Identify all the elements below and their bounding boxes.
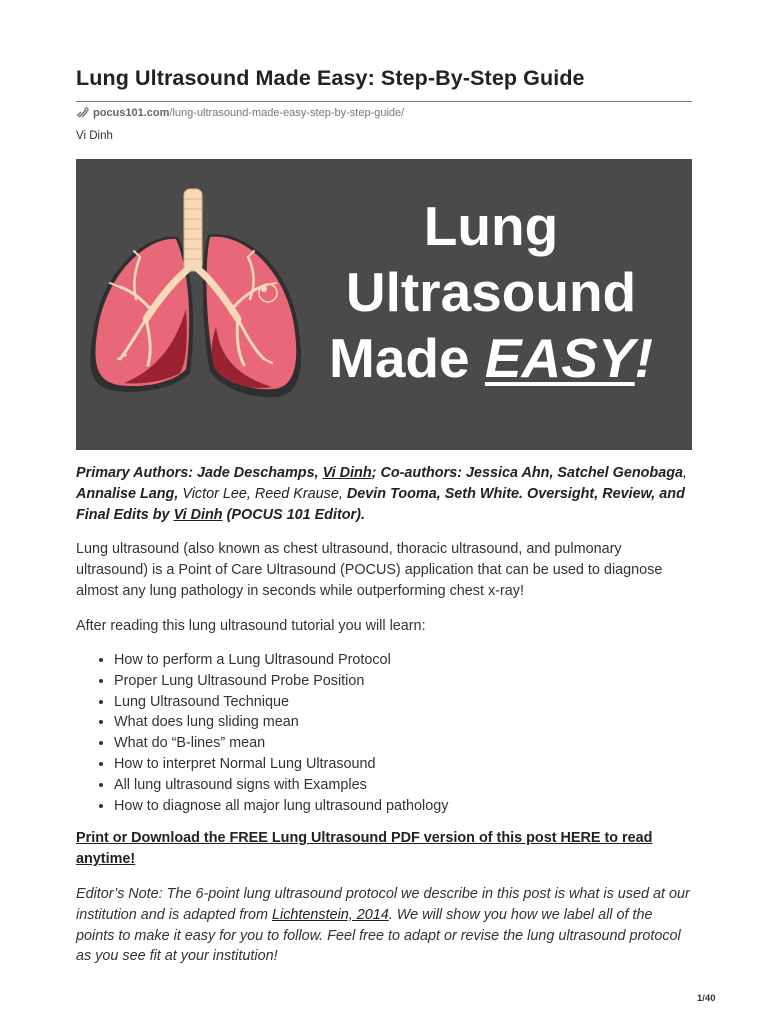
list-item: • What do “B-lines” mean [114,733,692,754]
editor-note-after: . We will show you how we label all of the points to make it easy for you to follow. Feel free to adapt or revise the lung ultrasound protocol as you see fit at your institution! [76,906,681,965]
hero-banner [76,159,692,450]
source-url[interactable] [76,107,404,119]
author-link-vi-dinh[interactable]: Vi Dinh [322,465,372,481]
list-item: • How to perform a Lung Ultrasound Protocol [114,650,692,671]
credits-coauthors-light: Victor Lee, Reed Krause [182,485,339,502]
hero-made: Made [329,327,470,389]
hero-bang: ! [634,327,653,389]
hero-title [308,193,674,391]
list-item: • How to diagnose all major lung ultrasound pathology [114,796,692,817]
lichtenstein-link[interactable]: Lichtenstein, 2014 [272,906,389,923]
learn-heading: After reading this lung ultrasound tutorial you will learn: [76,618,426,634]
credits-editor-suffix: (POCUS 101 Editor). [222,506,365,523]
intro-paragraph: Lung ultrasound (also known as chest ultrasound, thoracic ultrasound, and pulmonary ultrasound) is a Point of Care Ultrasound (POCUS) application that can be used to diagnose almost any lung pathology in seconds while outperforming chest x-ray! [76,541,663,599]
credits-primary: Primary Authors: Jade Deschamps, [76,465,323,481]
hero-easy: EASY [484,327,635,389]
list-item: • How to interpret Normal Lung Ultrasound [114,754,692,775]
credits-paragraph [76,463,692,525]
byline-author: Vi Dinh [76,130,113,142]
learn-list [76,650,692,816]
pdf-download-link[interactable]: Print or Download the FREE Lung Ultrasound PDF version of this post HERE to read anytime! [76,830,653,867]
editor-note-before: Editor’s Note: The 6-point lung ultrasound protocol we describe in this post is what is used at our institution and is adapted from [76,886,690,923]
list-item: • What does lung sliding mean [114,712,692,733]
list-item: • All lung ultrasound signs with Examples [114,775,692,796]
list-item: • Proper Lung Ultrasound Probe Position [114,671,692,692]
page-indicator: 1/40 [697,993,716,1004]
credits-comma-2: , [338,485,347,502]
hero-line-2: Ultrasound [345,261,637,323]
hero-line-1: Lung [423,195,559,257]
list-item: • Lung Ultrasound Technique [114,692,692,713]
source-domain: pocus101.com [93,107,170,119]
credits-coauthors-b: Annalise Lang, [76,485,183,502]
credits-coauthors-c: Devin Tooma, Seth White. Oversight, Review, and Final Edits by [76,485,685,523]
source-path: /lung-ultrasound-made-easy-step-by-step-guide/ [169,107,405,119]
editor-note [76,884,692,967]
editor-link-vi-dinh[interactable]: Vi Dinh [173,506,223,523]
hero-line-3 [308,325,674,391]
title-divider [76,101,692,102]
link-icon [76,107,89,118]
credits-coauthors-a: ; Co-authors: Jessica Ahn, Satchel Genobaga [371,465,683,481]
credits-comma: , [683,465,687,481]
page-title: Lung Ultrasound Made Easy: Step-By-Step Guide [76,66,585,90]
